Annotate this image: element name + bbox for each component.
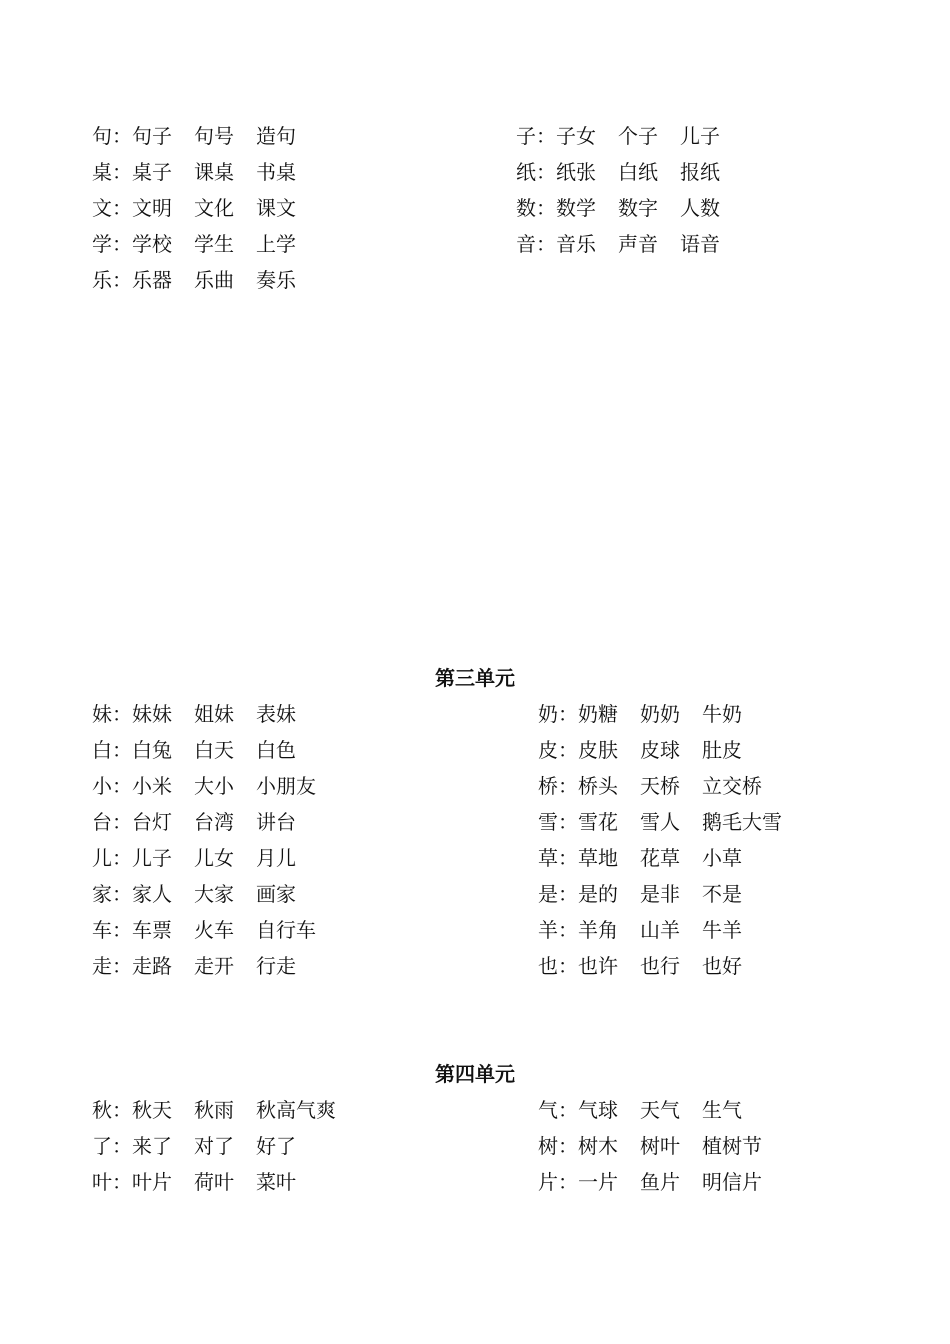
vocab-row: [538, 876, 782, 912]
vocab-character: 桌: [92, 160, 112, 184]
colon-separator: ：: [112, 160, 132, 184]
vocab-word: 白兔: [132, 738, 172, 762]
vocab-row: [92, 948, 316, 984]
colon-separator: ：: [558, 882, 578, 906]
vocab-row: [92, 262, 296, 298]
colon-separator: ：: [112, 1170, 132, 1194]
vocab-character: 儿: [92, 846, 112, 870]
vocab-character: 台: [92, 810, 112, 834]
vocab-word: 数字: [618, 196, 658, 220]
vocab-row: [92, 840, 316, 876]
vocab-word: 数学: [556, 196, 596, 220]
vocab-word: 行走: [256, 954, 296, 978]
vocab-character: 了: [92, 1134, 112, 1158]
section1-left-list: [92, 118, 296, 298]
vocab-character: 子: [516, 124, 536, 148]
vocab-word: 妹妹: [132, 702, 172, 726]
colon-separator: ：: [558, 918, 578, 942]
vocab-word: 对了: [194, 1134, 234, 1158]
vocab-word: 子女: [556, 124, 596, 148]
colon-separator: ：: [536, 232, 556, 256]
vocab-word: 荷叶: [194, 1170, 234, 1194]
vocab-word: 上学: [256, 232, 296, 256]
colon-separator: ：: [112, 196, 132, 220]
vocab-word: 大家: [194, 882, 234, 906]
vocab-character: 车: [92, 918, 112, 942]
vocab-word: 明信片: [702, 1170, 762, 1194]
vocab-character: 片: [538, 1170, 558, 1194]
vocab-word: 人数: [680, 196, 720, 220]
vocab-word: 肚皮: [702, 738, 742, 762]
vocab-word: 秋雨: [194, 1098, 234, 1122]
vocab-word: 句子: [132, 124, 172, 148]
vocab-word: 奶糖: [578, 702, 618, 726]
vocab-word: 天桥: [640, 774, 680, 798]
vocab-word: 奏乐: [256, 268, 296, 292]
vocab-word: 牛羊: [702, 918, 742, 942]
vocab-word: 气球: [578, 1098, 618, 1122]
vocab-word: 是非: [640, 882, 680, 906]
colon-separator: ：: [112, 954, 132, 978]
vocab-word: 白纸: [618, 160, 658, 184]
vocab-word: 文化: [194, 196, 234, 220]
vocab-word: 桌子: [132, 160, 172, 184]
vocab-word: 学生: [194, 232, 234, 256]
vocab-row: [92, 732, 316, 768]
colon-separator: ：: [558, 846, 578, 870]
vocab-word: 台灯: [132, 810, 172, 834]
vocab-row: [92, 1164, 336, 1200]
vocab-word: 一片: [578, 1170, 618, 1194]
vocab-word: 自行车: [256, 918, 316, 942]
vocab-word: 白天: [194, 738, 234, 762]
vocab-character: 白: [92, 738, 112, 762]
vocab-character: 叶: [92, 1170, 112, 1194]
vocab-word: 也好: [702, 954, 742, 978]
colon-separator: ：: [558, 1170, 578, 1194]
vocab-word: 画家: [256, 882, 296, 906]
vocab-character: 文: [92, 196, 112, 220]
vocab-word: 讲台: [256, 810, 296, 834]
vocab-word: 书桌: [256, 160, 296, 184]
vocab-word: 天气: [640, 1098, 680, 1122]
vocab-word: 雪人: [640, 810, 680, 834]
vocab-word: 火车: [194, 918, 234, 942]
vocab-word: 走路: [132, 954, 172, 978]
vocab-word: 儿子: [680, 124, 720, 148]
vocab-word: 课桌: [194, 160, 234, 184]
vocab-word: 台湾: [194, 810, 234, 834]
vocab-character: 句: [92, 124, 112, 148]
colon-separator: ：: [112, 1134, 132, 1158]
vocab-word: 皮肤: [578, 738, 618, 762]
vocab-word: 好了: [256, 1134, 296, 1158]
vocab-character: 雪: [538, 810, 558, 834]
vocab-word: 个子: [618, 124, 658, 148]
vocab-character: 也: [538, 954, 558, 978]
vocab-row: [516, 118, 720, 154]
colon-separator: ：: [112, 918, 132, 942]
vocab-word: 大小: [194, 774, 234, 798]
vocab-row: [538, 804, 782, 840]
vocab-word: 报纸: [680, 160, 720, 184]
vocab-row: [516, 190, 720, 226]
vocab-word: 姐妹: [194, 702, 234, 726]
vocab-character: 草: [538, 846, 558, 870]
vocab-row: [92, 154, 296, 190]
vocab-character: 气: [538, 1098, 558, 1122]
vocab-word: 奶奶: [640, 702, 680, 726]
vocab-word: 植树节: [702, 1134, 762, 1158]
unit4-left-list: [92, 1092, 336, 1200]
vocab-row: [92, 768, 316, 804]
vocab-word: 雪花: [578, 810, 618, 834]
vocab-word: 鹅毛大雪: [702, 810, 782, 834]
vocab-word: 乐曲: [194, 268, 234, 292]
unit3-right-list: [538, 696, 782, 984]
vocab-word: 鱼片: [640, 1170, 680, 1194]
vocab-character: 妹: [92, 702, 112, 726]
colon-separator: ：: [112, 882, 132, 906]
vocab-word: 树叶: [640, 1134, 680, 1158]
colon-separator: ：: [536, 196, 556, 220]
vocab-row: [92, 696, 316, 732]
vocab-word: 是的: [578, 882, 618, 906]
colon-separator: ：: [112, 846, 132, 870]
vocab-character: 羊: [538, 918, 558, 942]
vocab-word: 乐器: [132, 268, 172, 292]
vocab-word: 小米: [132, 774, 172, 798]
vocab-word: 车票: [132, 918, 172, 942]
vocab-word: 语音: [680, 232, 720, 256]
vocab-character: 小: [92, 774, 112, 798]
vocab-row: [92, 118, 296, 154]
vocab-word: 月儿: [256, 846, 296, 870]
vocab-word: 也许: [578, 954, 618, 978]
vocab-word: 句号: [194, 124, 234, 148]
vocab-word: 课文: [256, 196, 296, 220]
vocab-character: 纸: [516, 160, 536, 184]
section1-right-list: [516, 118, 720, 262]
colon-separator: ：: [558, 1134, 578, 1158]
vocab-row: [92, 912, 316, 948]
vocab-row: [538, 1164, 762, 1200]
vocab-word: 桥头: [578, 774, 618, 798]
vocab-word: 小草: [702, 846, 742, 870]
colon-separator: ：: [112, 738, 132, 762]
vocab-word: 树木: [578, 1134, 618, 1158]
vocab-row: [92, 1092, 336, 1128]
colon-separator: ：: [558, 774, 578, 798]
vocab-character: 奶: [538, 702, 558, 726]
colon-separator: ：: [536, 124, 556, 148]
colon-separator: ：: [558, 1098, 578, 1122]
vocab-character: 数: [516, 196, 536, 220]
vocab-row: [538, 912, 782, 948]
vocab-word: 叶片: [132, 1170, 172, 1194]
vocab-word: 秋高气爽: [256, 1098, 336, 1122]
vocab-row: [538, 948, 782, 984]
unit3-left-list: [92, 696, 316, 984]
vocab-character: 树: [538, 1134, 558, 1158]
vocab-word: 来了: [132, 1134, 172, 1158]
vocab-row: [92, 804, 316, 840]
vocab-character: 乐: [92, 268, 112, 292]
vocab-row: [538, 696, 782, 732]
vocab-word: 牛奶: [702, 702, 742, 726]
vocab-row: [516, 226, 720, 262]
vocab-character: 家: [92, 882, 112, 906]
colon-separator: ：: [112, 1098, 132, 1122]
vocab-word: 立交桥: [702, 774, 762, 798]
colon-separator: ：: [558, 702, 578, 726]
colon-separator: ：: [112, 702, 132, 726]
colon-separator: ：: [558, 810, 578, 834]
colon-separator: ：: [112, 232, 132, 256]
colon-separator: ：: [112, 268, 132, 292]
vocab-word: 文明: [132, 196, 172, 220]
vocab-word: 学校: [132, 232, 172, 256]
vocab-word: 儿女: [194, 846, 234, 870]
vocab-row: [538, 732, 782, 768]
vocab-row: [538, 1092, 762, 1128]
vocab-row: [538, 768, 782, 804]
vocab-character: 皮: [538, 738, 558, 762]
vocab-word: 菜叶: [256, 1170, 296, 1194]
colon-separator: ：: [558, 738, 578, 762]
colon-separator: ：: [536, 160, 556, 184]
vocab-word: 山羊: [640, 918, 680, 942]
vocab-word: 不是: [702, 882, 742, 906]
vocab-word: 声音: [618, 232, 658, 256]
vocab-word: 也行: [640, 954, 680, 978]
vocab-row: [538, 840, 782, 876]
vocab-row: [516, 154, 720, 190]
unit4-title: 第四单元: [435, 1062, 515, 1086]
colon-separator: ：: [112, 124, 132, 148]
colon-separator: ：: [112, 810, 132, 834]
colon-separator: ：: [112, 774, 132, 798]
vocab-character: 走: [92, 954, 112, 978]
vocab-word: 纸张: [556, 160, 596, 184]
vocab-row: [92, 190, 296, 226]
vocab-word: 秋天: [132, 1098, 172, 1122]
vocab-word: 家人: [132, 882, 172, 906]
vocab-row: [92, 876, 316, 912]
vocab-character: 是: [538, 882, 558, 906]
vocab-word: 白色: [256, 738, 296, 762]
unit4-right-list: [538, 1092, 762, 1200]
vocab-word: 小朋友: [256, 774, 316, 798]
vocab-row: [92, 1128, 336, 1164]
vocab-word: 表妹: [256, 702, 296, 726]
colon-separator: ：: [558, 954, 578, 978]
vocab-word: 音乐: [556, 232, 596, 256]
vocab-word: 走开: [194, 954, 234, 978]
vocab-word: 草地: [578, 846, 618, 870]
vocab-word: 生气: [702, 1098, 742, 1122]
vocab-row: [92, 226, 296, 262]
vocab-character: 秋: [92, 1098, 112, 1122]
vocab-word: 花草: [640, 846, 680, 870]
vocab-character: 学: [92, 232, 112, 256]
unit3-title: 第三单元: [435, 666, 515, 690]
vocab-word: 儿子: [132, 846, 172, 870]
vocab-word: 皮球: [640, 738, 680, 762]
vocab-character: 音: [516, 232, 536, 256]
vocab-row: [538, 1128, 762, 1164]
vocab-word: 造句: [256, 124, 296, 148]
vocab-character: 桥: [538, 774, 558, 798]
vocab-word: 羊角: [578, 918, 618, 942]
